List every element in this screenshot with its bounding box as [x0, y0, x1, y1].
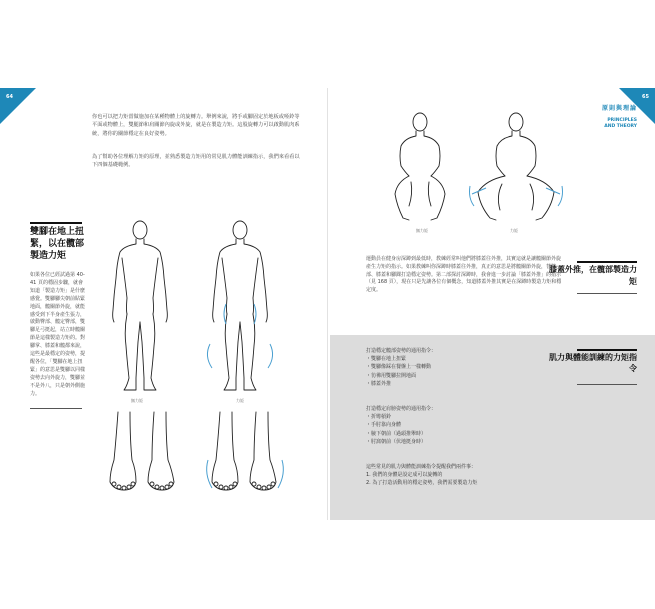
- standing-figure-torque: [196, 218, 284, 396]
- gutter: [327, 88, 328, 520]
- cue-heading: 肌力與體能訓練的力矩指令: [549, 353, 637, 373]
- cue-group-shoulder: [366, 405, 566, 446]
- page-number-right: 65: [642, 94, 649, 100]
- feet-neutral: [100, 410, 184, 496]
- intro-paragraph-2: 為了幫助各位理解力矩的原理，並熟悉製造力矩用的常見肌力體能訓練指示，我們來看看以下四個基礎範例。: [92, 154, 300, 169]
- page-number-left: 64: [6, 94, 13, 100]
- figure-label-neutral: 無力矩: [131, 398, 143, 403]
- section-text: 運動員在健身房深蹲到最低時，教練經常叫他們將膝蓋往外推，其實這就是讓髖關節外旋產生力矩的指示。如果教練叫你深蹲時膝蓋往外推，真正的意思是將髖關節外旋，替髖部、膝蓋和腳踝打造穩定姿勢。第二部探討深蹲時，我會進一步討論「膝蓋外推」的指示（見 168 頁），現在只是先讓各位有個概念，知道膝蓋外推其實是在深蹲時製造力矩和穩定度。: [366, 256, 562, 294]
- figure-label-torque: 力矩: [236, 398, 244, 403]
- list-item: ・腋下朝前（過頭推舉時）: [366, 430, 427, 437]
- list-item: ・雙腳像踩在餐盤上一樣轉動: [366, 364, 432, 371]
- squat-figure-torque: [466, 110, 566, 226]
- section-rule-top: [577, 261, 637, 263]
- section-heading: 膝蓋外推，在髖部製造力矩: [549, 265, 637, 286]
- chapter-header: [602, 103, 637, 130]
- sidebar-text: 如果各位已經試過第 40-41 頁的穩固步驟，就會知道「製造力矩」是什麼感覺。雙腳腳尖朝前貼緊地面，髖關節外旋，就能感受到下半身產生張力，啟動臀部、髖定臀部，雙腳足弓挺起，站立時髖關節是這樣製造力矩的。對腳掌、膝蓋和髖都來說，這些是最穩定的姿勢，提醒各位，「雙腳在地上扭緊」的意思是雙腳以同樣姿勢去向外旋力，雙腳並不是外八，只是朝外側施力。: [30, 272, 86, 397]
- squat-label-torque: 力矩: [510, 228, 518, 233]
- sidebar-heading: 雙腳在地上扭緊，以在髖部製造力矩: [30, 227, 85, 261]
- list-item: ・彷彿用雙腳拉開地面: [366, 372, 417, 379]
- cue-rule-top: [577, 349, 637, 351]
- cue-rule-bottom: [577, 384, 637, 385]
- feet-torque: [200, 410, 290, 496]
- chapter-title-en: PRINCIPLES AND THEORY: [604, 118, 637, 129]
- chapter-title-zh: 原則與理論: [601, 105, 637, 112]
- cue-group-title: 打造穩定髖部姿勢的通用指令：: [366, 348, 437, 354]
- squat-label-neutral: 無力矩: [416, 228, 428, 233]
- cue-group-title: 這些常見的肌力與體能訓練指令提醒我們兩件事：: [366, 464, 477, 470]
- list-item: ・膝蓋外推: [366, 380, 392, 387]
- list-item: 1. 我們的身體是設定成可以旋轉的: [366, 472, 443, 479]
- list-item: ・肘窩朝前（伏地挺身時）: [366, 438, 427, 445]
- list-item: 2. 為了打造活動用的穩定姿勢，我們需要製造力矩: [366, 480, 478, 487]
- intro-paragraph-1: 你也可以把力矩當做施加在某種物體上的旋轉力。舉例來說，將手或腳固定於地板或啞鈴等平面或物體上，雙腿節和肩關節內旋或外旋，就是在製造力矩。這股旋轉力可以啟動肌肉系統，將你的關節穩定在良好姿勢。: [92, 114, 300, 137]
- list-item: ・折彎槓鈴: [366, 414, 392, 421]
- list-item: ・雙腳在地上扭緊: [366, 356, 407, 363]
- section-rule-bottom: [577, 293, 637, 294]
- squat-figure-neutral: [385, 110, 455, 226]
- list-item: ・手肘靠向身體: [366, 422, 402, 429]
- standing-figure-neutral: [100, 218, 180, 396]
- sidebar-rule-top: [30, 222, 82, 224]
- cue-group-title: 打造穩定肩膀姿勢的通用指令：: [366, 406, 437, 412]
- cue-group-summary: [366, 463, 566, 488]
- cue-group-hip: [366, 347, 566, 388]
- sidebar-rule-bottom: [30, 408, 82, 409]
